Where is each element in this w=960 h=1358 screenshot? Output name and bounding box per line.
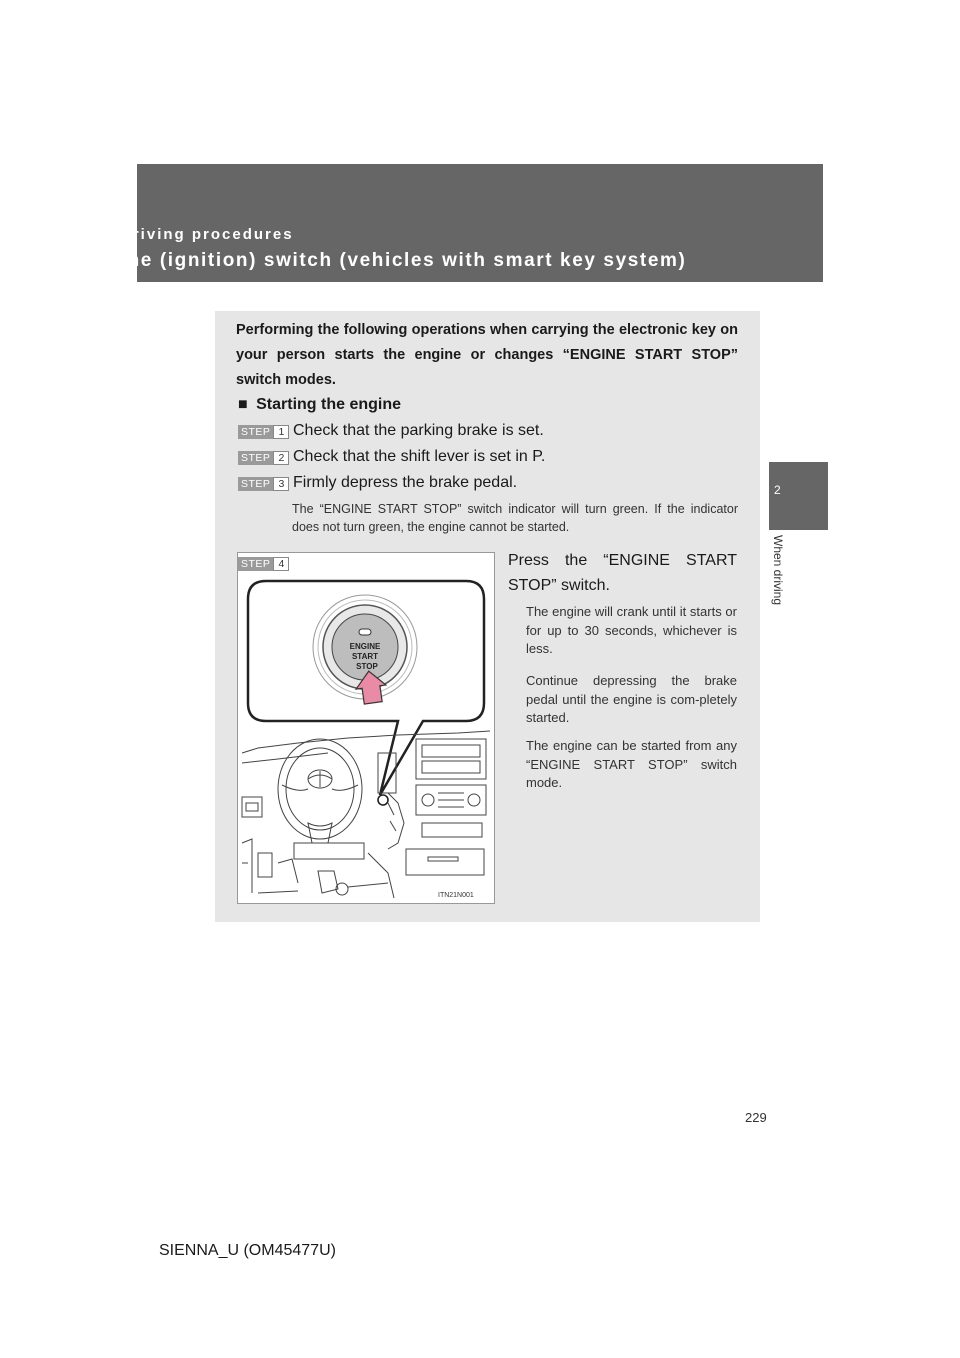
engine-button-text-3: STOP [356, 662, 378, 671]
step-badge [238, 556, 289, 572]
step-badge [238, 476, 289, 492]
step3-note: The “ENGINE START STOP” switch indicator will turn green. If the indicator does not turn green, the engine cannot be started. [292, 502, 738, 534]
subheading-bullet-icon: ■ [238, 396, 248, 413]
step-badge [238, 450, 289, 466]
step4-note: The engine can be started from any “ENGINE START STOP” switch mode. [526, 738, 737, 790]
chapter-label-wrapper [767, 535, 789, 625]
subheading [238, 396, 401, 414]
step-badge-number: 3 [273, 477, 289, 491]
step-badge-number: 2 [273, 451, 289, 465]
step4-note: The engine will crank until it starts or for up to 30 seconds, whichever is less. [526, 604, 737, 656]
page-title: Engine (ignition) switch (vehicles with smart key system) [80, 250, 687, 271]
step4-note: Continue depressing the brake pedal until the engine is com-pletely started. [526, 673, 737, 725]
step-text: Firmly depress the brake pedal. [293, 474, 518, 491]
step-badge-label: STEP [238, 557, 273, 571]
dashboard-illustration-svg [238, 553, 494, 903]
step-badge [238, 424, 289, 440]
chapter-label: When driving [771, 535, 785, 606]
intro-paragraph: Performing the following operations when carrying the electronic key on your person starts the engine or changes “ENGINE START STOP” switch modes. [236, 322, 738, 388]
dashboard-illustration [237, 552, 495, 904]
step-badge-number: 4 [273, 557, 289, 571]
figure-code: ITN21N001 [438, 892, 474, 899]
section-label: 2-1. Driving procedures [80, 226, 294, 243]
chapter-number: 2 [774, 483, 781, 497]
step-badge-label: STEP [238, 477, 273, 491]
step-badge-label: STEP [238, 451, 273, 465]
footer-model-code: SIENNA_U (OM45477U) [159, 1242, 336, 1259]
engine-button-text-2: START [351, 652, 379, 661]
subheading-text: Starting the engine [256, 396, 402, 413]
engine-button-text-1: ENGINE [349, 642, 381, 651]
page-number: 229 [745, 1110, 767, 1125]
step-badge-number: 1 [273, 425, 289, 439]
step-text: Check that the shift lever is set in P. [293, 448, 546, 465]
step-text: Check that the parking brake is set. [293, 422, 544, 439]
step4-text: Press the “ENGINE START STOP” switch. [508, 552, 737, 594]
step-badge-label: STEP [238, 425, 273, 439]
